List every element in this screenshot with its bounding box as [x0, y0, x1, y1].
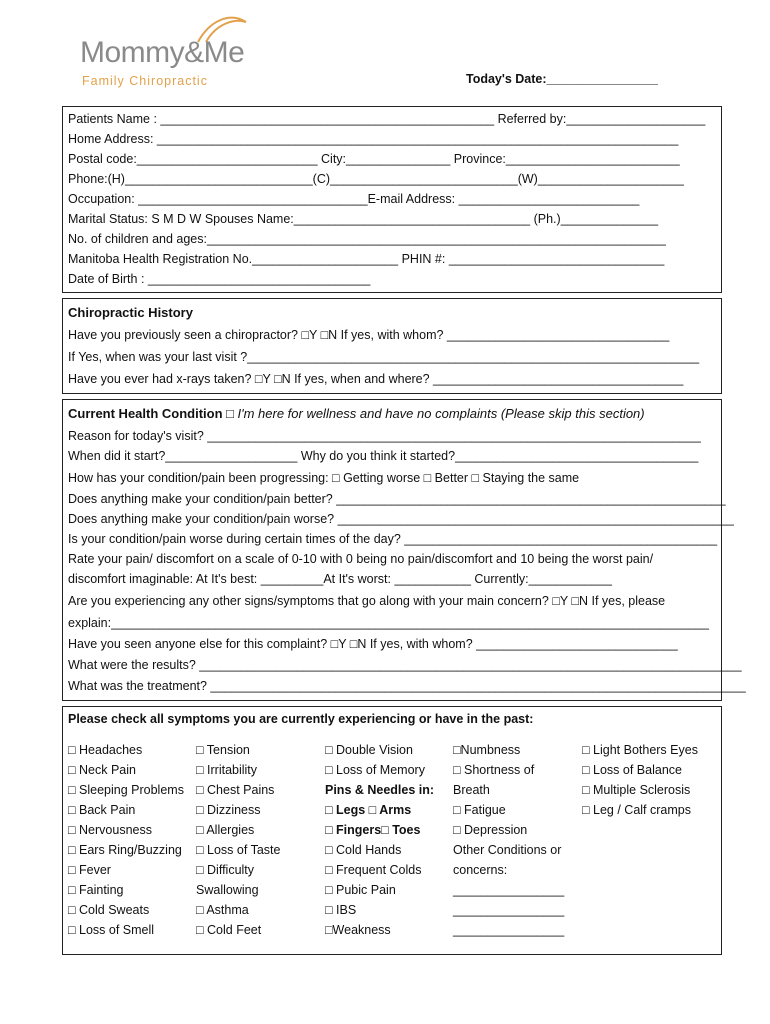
- symptom-item[interactable]: □ Chest Pains: [196, 783, 275, 797]
- symptom-item[interactable]: □ Cold Hands: [325, 843, 402, 857]
- symptom-item: Breath: [453, 783, 490, 797]
- symptom-item[interactable]: □ Leg / Calf cramps: [582, 803, 691, 817]
- better-field[interactable]: Does anything make your condition/pain better? ________________________________________________________: [68, 492, 726, 506]
- symptom-item[interactable]: □ Headaches: [68, 743, 143, 757]
- symptom-item[interactable]: □ Light Bothers Eyes: [582, 743, 698, 757]
- symptom-item[interactable]: □ Cold Feet: [196, 923, 262, 937]
- symptom-item[interactable]: □ Sleeping Problems: [68, 783, 184, 797]
- symptom-item[interactable]: □ IBS: [325, 903, 357, 917]
- history-title: Chiropractic History: [68, 305, 193, 320]
- symptom-item: Other Conditions or: [453, 843, 562, 857]
- symptom-item[interactable]: □ Nervousness: [68, 823, 152, 837]
- symptom-item[interactable]: □ Fatigue: [453, 803, 506, 817]
- symptom-item[interactable]: □ Neck Pain: [68, 763, 136, 777]
- symptom-item[interactable]: □ Multiple Sclerosis: [582, 783, 691, 797]
- occupation-field[interactable]: Occupation: _________________________________E-mail Address: __________________________: [68, 192, 640, 206]
- symptom-item[interactable]: □ Shortness of: [453, 763, 535, 777]
- symptom-item: concerns:: [453, 863, 508, 877]
- symptom-item[interactable]: □ Difficulty: [196, 863, 255, 877]
- symptom-item[interactable]: □ Irritability: [196, 763, 258, 777]
- symptom-item[interactable]: □ Loss of Smell: [68, 923, 155, 937]
- symptom-item[interactable]: □ Allergies: [196, 823, 255, 837]
- symptom-item[interactable]: □ Fever: [68, 863, 111, 877]
- symptom-item[interactable]: □ Ears Ring/Buzzing: [68, 843, 182, 857]
- explain-field[interactable]: explain:______________________________________________________________________________________: [68, 616, 709, 630]
- times-field[interactable]: Is your condition/pain worse during certain times of the day? _____________________________________________: [68, 532, 718, 546]
- symptom-item[interactable]: □ Legs □ Arms: [325, 803, 412, 817]
- other-symptoms-field[interactable]: Are you experiencing any other signs/symptoms that go along with your main concern? □Y □N If yes, please: [68, 594, 666, 608]
- symptom-item[interactable]: ________________: [453, 883, 565, 897]
- last-visit-field[interactable]: If Yes, when was your last visit ?_________________________________________________________________: [68, 350, 700, 364]
- symptom-item[interactable]: □ Fainting: [68, 883, 124, 897]
- todays-date-field[interactable]: Today's Date:________________: [466, 72, 658, 86]
- pain-scale-text: Rate your pain/ discomfort on a scale of 0-10 with 0 being no pain/discomfort and 10 being the worst pain/: [68, 552, 654, 566]
- symptom-item[interactable]: □ Pubic Pain: [325, 883, 396, 897]
- symptom-item[interactable]: □ Asthma: [196, 903, 249, 917]
- logo-text: Mommy&Me: [80, 36, 245, 69]
- clinic-logo: [80, 14, 250, 92]
- symptom-item[interactable]: □Weakness: [325, 923, 391, 937]
- logo-subtitle: Family Chiropractic: [82, 74, 208, 88]
- home-address-field[interactable]: Home Address: ___________________________________________________________________________: [68, 132, 679, 146]
- symptom-item: Pins & Needles in:: [325, 783, 435, 797]
- wellness-checkbox[interactable]: □ I'm here for wellness and have no complaints (Please skip this section): [226, 406, 645, 421]
- worse-field[interactable]: Does anything make your condition/pain worse? _________________________________________________________: [68, 512, 734, 526]
- health-header: [68, 406, 645, 421]
- symptom-item[interactable]: □ Loss of Taste: [196, 843, 281, 857]
- results-field[interactable]: What were the results? ______________________________________________________________________________: [68, 658, 742, 672]
- symptom-item[interactable]: □ Frequent Colds: [325, 863, 422, 877]
- reason-field[interactable]: Reason for today's visit? _______________________________________________________________________: [68, 429, 701, 443]
- phone-field[interactable]: Phone:(H)___________________________(C)___________________________(W)_____________________: [68, 172, 684, 186]
- progress-field[interactable]: How has your condition/pain been progressing: □ Getting worse □ Better □ Staying the same: [68, 471, 580, 485]
- previous-chiro-field[interactable]: Have you previously seen a chiropractor? □Y □N If yes, with whom? ________________________________: [68, 328, 670, 342]
- marital-status-field[interactable]: Marital Status: S M D W Spouses Name:__________________________________ (Ph.)______________: [68, 212, 659, 226]
- symptom-item[interactable]: □ Cold Sweats: [68, 903, 150, 917]
- symptom-item[interactable]: □ Tension: [196, 743, 250, 757]
- symptom-item[interactable]: □ Double Vision: [325, 743, 413, 757]
- symptoms-title: Please check all symptoms you are currently experiencing or have in the past:: [68, 712, 534, 726]
- health-title: Current Health Condition: [68, 406, 223, 421]
- health-registration-field[interactable]: Manitoba Health Registration No._____________________ PHIN #: _______________________________: [68, 252, 665, 266]
- symptom-item[interactable]: ________________: [453, 903, 565, 917]
- symptom-item[interactable]: □ Back Pain: [68, 803, 136, 817]
- children-field[interactable]: No. of children and ages:__________________________________________________________________: [68, 232, 666, 246]
- symptom-item: Swallowing: [196, 883, 259, 897]
- treatment-field[interactable]: What was the treatment? _____________________________________________________________________________: [68, 679, 746, 693]
- symptom-item[interactable]: □ Fingers□ Toes: [325, 823, 421, 837]
- xrays-field[interactable]: Have you ever had x-rays taken? □Y □N If yes, when and where? ____________________________________: [68, 372, 684, 386]
- symptom-item[interactable]: □ Dizziness: [196, 803, 261, 817]
- symptom-item[interactable]: □ Loss of Memory: [325, 763, 425, 777]
- pain-rating-field[interactable]: discomfort imaginable: At It's best: _________At It's worst: ___________ Currently:____________: [68, 572, 613, 586]
- symptom-item[interactable]: □Numbness: [453, 743, 521, 757]
- date-of-birth-field[interactable]: Date of Birth : ________________________________: [68, 272, 371, 286]
- symptom-item[interactable]: ________________: [453, 923, 565, 937]
- symptom-item[interactable]: □ Depression: [453, 823, 528, 837]
- start-field[interactable]: When did it start?___________________ Why do you think it started?___________________________________: [68, 449, 699, 463]
- health-section: [62, 399, 722, 701]
- symptom-item[interactable]: □ Loss of Balance: [582, 763, 682, 777]
- patient-name-field[interactable]: Patients Name : ________________________________________________ Referred by:____________________: [68, 112, 706, 126]
- seen-anyone-field[interactable]: Have you seen anyone else for this complaint? □Y □N If yes, with whom? _____________________________: [68, 637, 678, 651]
- postal-code-field[interactable]: Postal code:__________________________ City:_______________ Province:_________________________: [68, 152, 680, 166]
